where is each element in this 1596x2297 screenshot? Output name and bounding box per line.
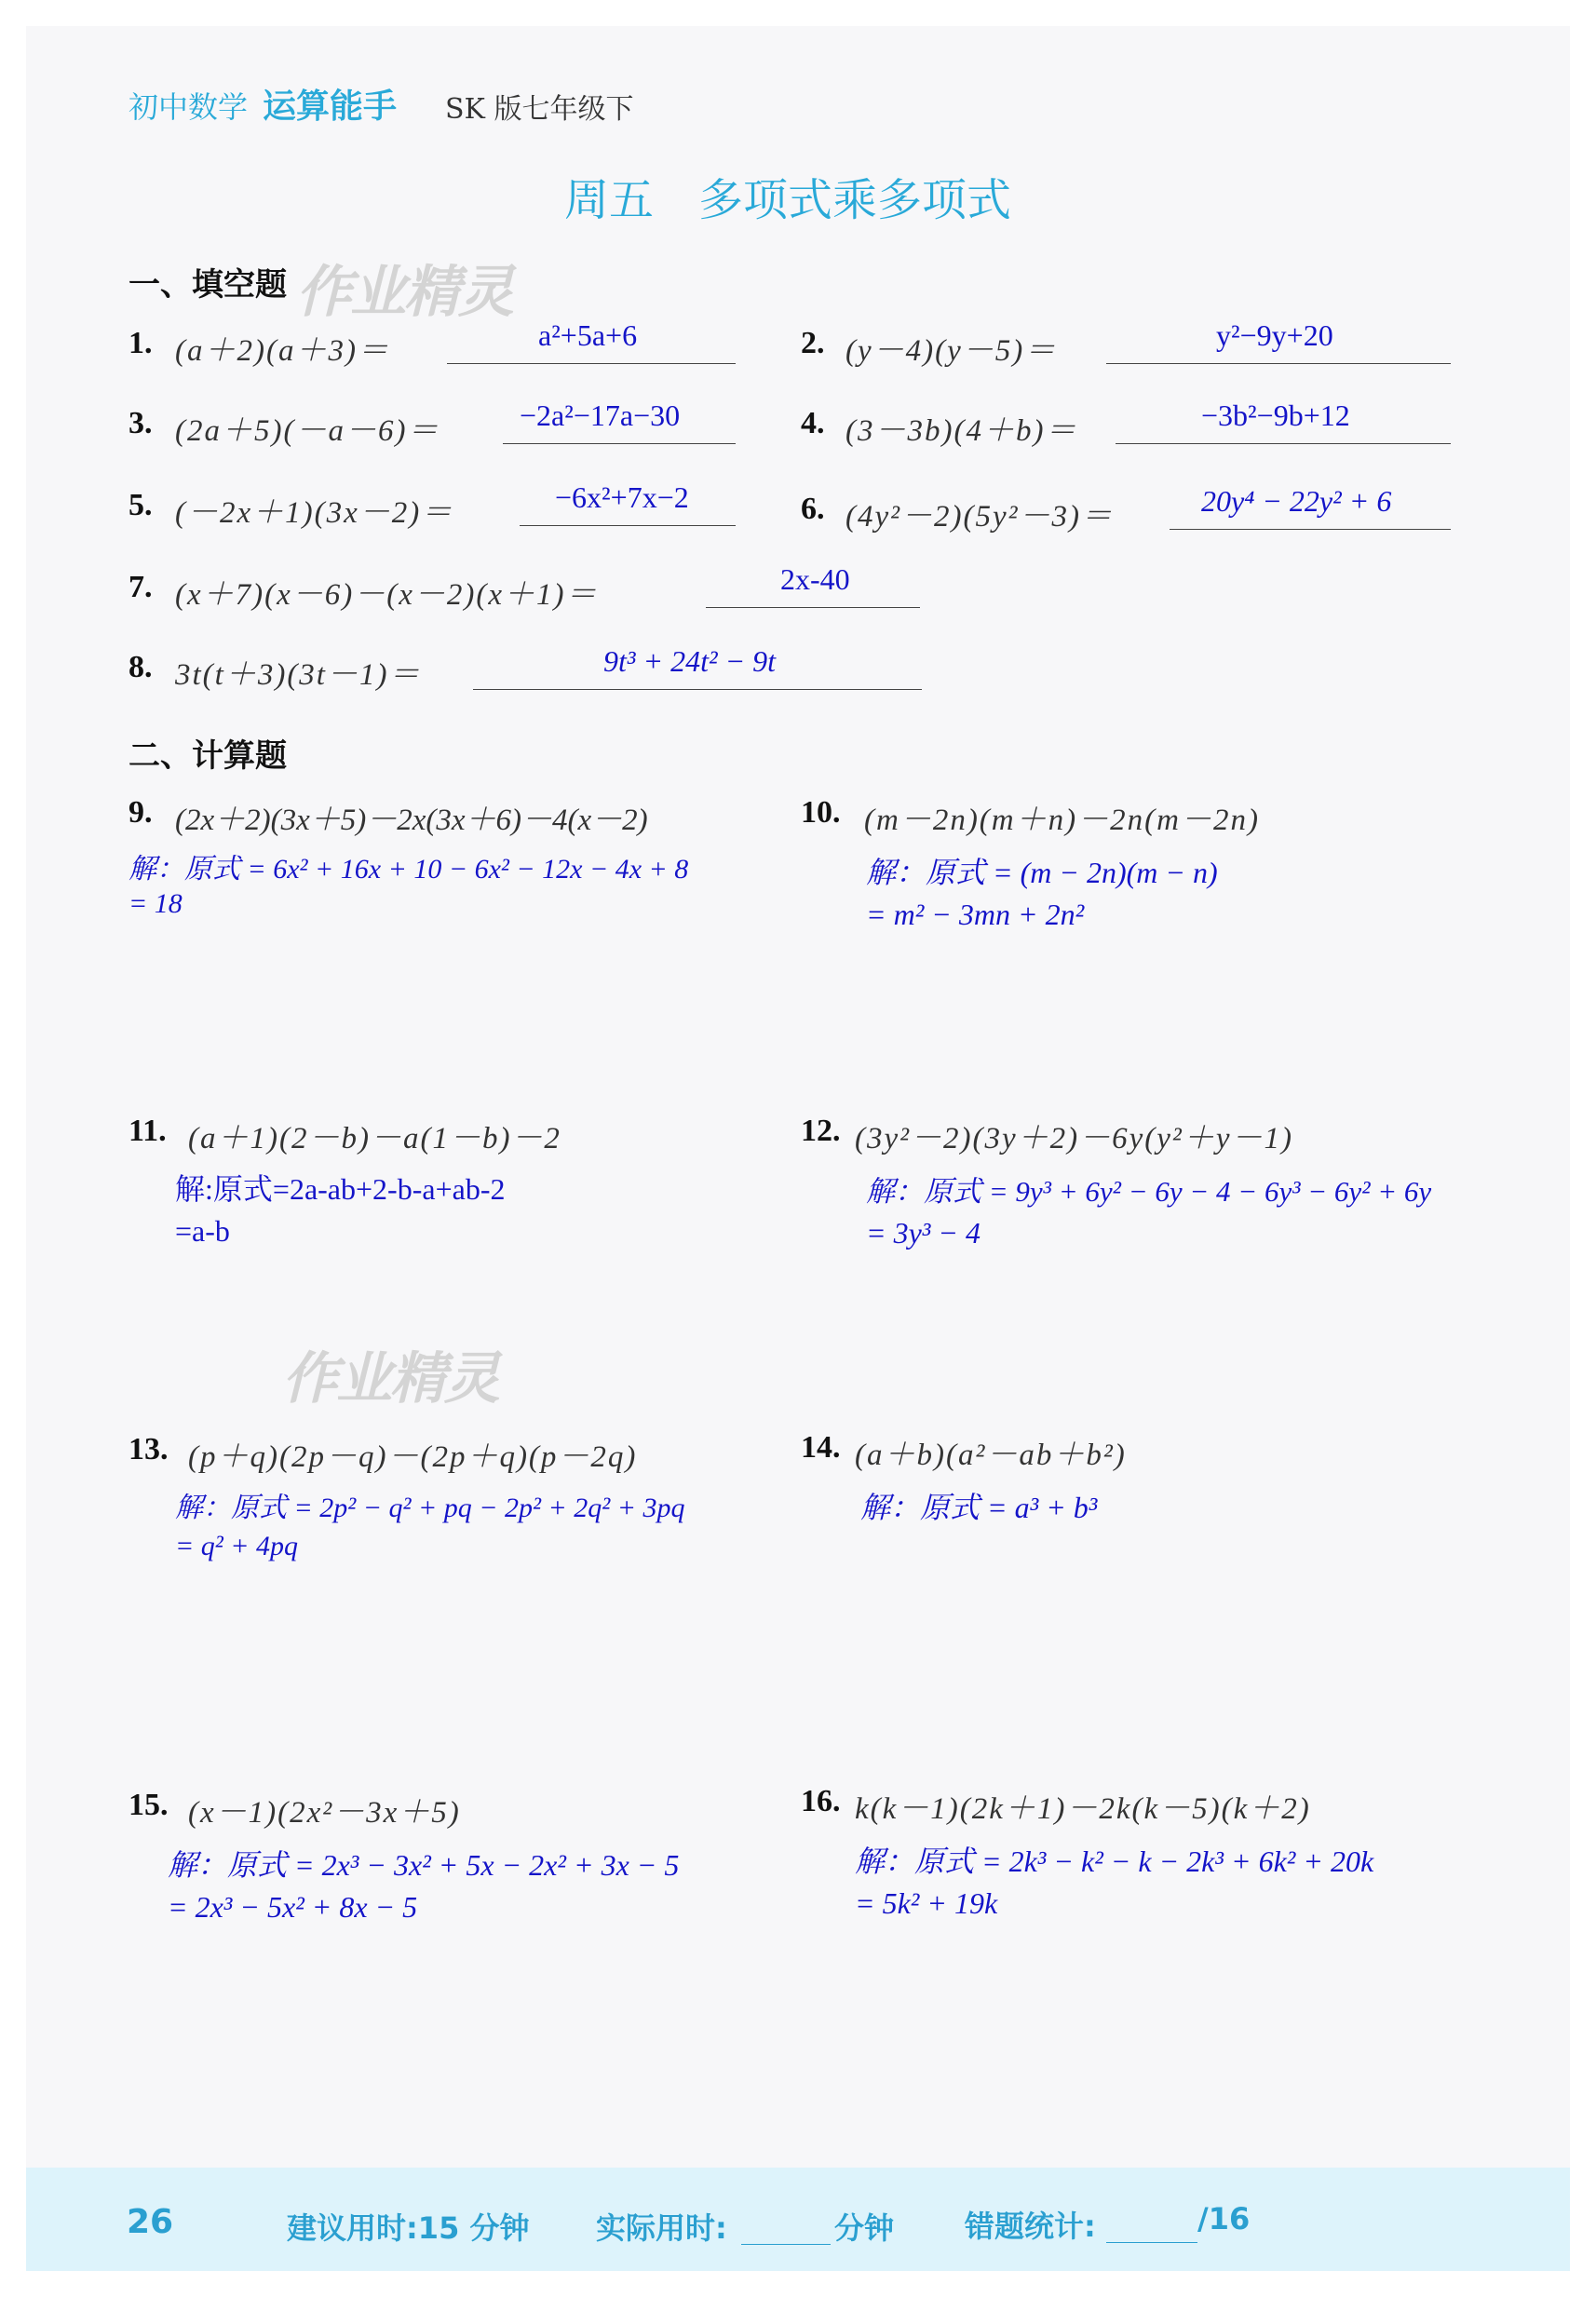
solution-line: 解：原式 = 2p² − q² + pq − 2p² + 2q² + 3pq (175, 1493, 685, 1523)
question-text: (3y²－2)(3y＋2)－6y(y²＋y－1) (855, 1122, 1293, 1155)
solution-line: =a-b (175, 1214, 230, 1248)
errors-total: /16 (1197, 2201, 1251, 2236)
page-number: 26 (127, 2203, 174, 2241)
solution-line: 解：原式 = 9y³ + 6y² − 6y − 4 − 6y³ − 6y² + 6y (866, 1175, 1432, 1208)
question-text: (x－1)(2x²－3x＋5) (188, 1796, 461, 1830)
answer-text: −6x²+7x−2 (555, 480, 689, 514)
solution-line: = 18 (128, 888, 183, 919)
question-text: (2a＋5)(－a－6)＝ (175, 414, 440, 448)
answer-blank (447, 363, 736, 364)
section-heading-fill: 一、填空题 (128, 266, 287, 304)
solution-line: = 5k² + 19k (855, 1886, 998, 1920)
answer-blank (1106, 363, 1451, 364)
header-series: 运算能手 (263, 88, 398, 126)
solution-line: 解：原式 = 2k³ − k² − k − 2k³ + 6k² + 20k (855, 1844, 1374, 1878)
question-text: (m－2n)(m＋n)－2n(m－2n) (864, 804, 1260, 837)
question-text: (－2x＋1)(3x－2)＝ (175, 496, 454, 530)
question-text: 3t(t＋3)(3t－1)＝ (175, 658, 422, 692)
answer-blank (1116, 443, 1451, 444)
section-heading-calc: 二、计算题 (128, 737, 287, 775)
question-number: 8. (128, 650, 153, 684)
question-text: (3－3b)(4＋b)＝ (845, 414, 1078, 448)
question-text: (2x＋2)(3x＋5)－2x(3x＋6)－4(x－2) (175, 804, 648, 837)
footer-bar (26, 2168, 1570, 2271)
answer-blank (520, 525, 736, 526)
answer-blank (1170, 529, 1451, 530)
actual-time-unit: 分钟 (834, 2210, 895, 2246)
question-number: 7. (128, 570, 153, 604)
answer-blank (706, 607, 920, 608)
watermark: 作业精灵 (282, 1346, 498, 1412)
question-text: (x＋7)(x－6)－(x－2)(x＋1)＝ (175, 578, 599, 612)
header-edition: SK 版七年级下 (445, 93, 634, 126)
question-number: 3. (128, 406, 153, 440)
question-number: 5. (128, 488, 153, 522)
question-number: 11. (128, 1114, 167, 1148)
solution-line: = 2x³ − 5x² + 8x − 5 (168, 1890, 418, 1924)
worksheet-page (26, 26, 1570, 2271)
solution-line: 解：原式 = a³ + b³ (860, 1491, 1098, 1524)
question-text: (y－4)(y－5)＝ (845, 334, 1058, 368)
answer-text: −2a²−17a−30 (520, 399, 681, 432)
question-number: 15. (128, 1788, 169, 1822)
question-text: (p＋q)(2p－q)－(2p＋q)(p－2q) (188, 1440, 638, 1474)
answer-blank (473, 689, 922, 690)
solution-line: = m² − 3mn + 2n² (866, 898, 1085, 931)
answer-text: a²+5a+6 (538, 318, 638, 352)
question-text: (a＋2)(a＋3)＝ (175, 334, 390, 368)
question-number: 13. (128, 1432, 169, 1466)
question-number: 10. (801, 795, 841, 830)
question-text: k(k－1)(2k＋1)－2k(k－5)(k＋2) (855, 1792, 1311, 1826)
page-title: 周五 多项式乘多项式 (564, 174, 1012, 226)
answer-text: −3b²−9b+12 (1201, 399, 1350, 432)
question-number: 4. (801, 406, 825, 440)
question-number: 16. (801, 1784, 841, 1818)
solution-line: 解：原式 = (m − 2n)(m − n) (866, 856, 1218, 889)
errors-blank[interactable] (1106, 2242, 1197, 2243)
solution-line: 解：原式 = 2x³ − 3x² + 5x − 2x² + 3x − 5 (168, 1848, 680, 1882)
solution-line: 解：原式 = 6x² + 16x + 10 − 6x² − 12x − 4x + 8 (128, 854, 689, 885)
question-text: (a＋1)(2－b)－a(1－b)－2 (188, 1122, 561, 1155)
errors-label: 错题统计: (965, 2209, 1096, 2244)
question-number: 12. (801, 1114, 841, 1148)
question-text: (a＋b)(a²－ab＋b²) (855, 1439, 1127, 1472)
actual-time-label: 实际用时: (596, 2210, 727, 2246)
actual-time-blank[interactable] (741, 2244, 831, 2245)
answer-text: y²−9y+20 (1216, 318, 1333, 352)
header-subject: 初中数学 (128, 89, 249, 125)
solution-line: = 3y³ − 4 (866, 1216, 981, 1250)
question-number: 6. (801, 492, 825, 526)
question-text: (4y²－2)(5y²－3)＝ (845, 500, 1115, 534)
watermark: 作业精灵 (296, 260, 512, 325)
answer-text: 2x-40 (780, 562, 850, 596)
solution-line: 解:原式=2a-ab+2-b-a+ab-2 (175, 1172, 506, 1206)
question-number: 1. (128, 326, 153, 360)
answer-text: 20y⁴ − 22y² + 6 (1201, 484, 1392, 518)
solution-line: = q² + 4pq (175, 1531, 298, 1561)
suggested-time: 建议用时:15 分钟 (287, 2210, 530, 2246)
answer-blank (503, 443, 736, 444)
answer-text: 9t³ + 24t² − 9t (603, 644, 777, 678)
question-number: 2. (801, 326, 825, 360)
question-number: 14. (801, 1430, 841, 1465)
question-number: 9. (128, 795, 153, 830)
